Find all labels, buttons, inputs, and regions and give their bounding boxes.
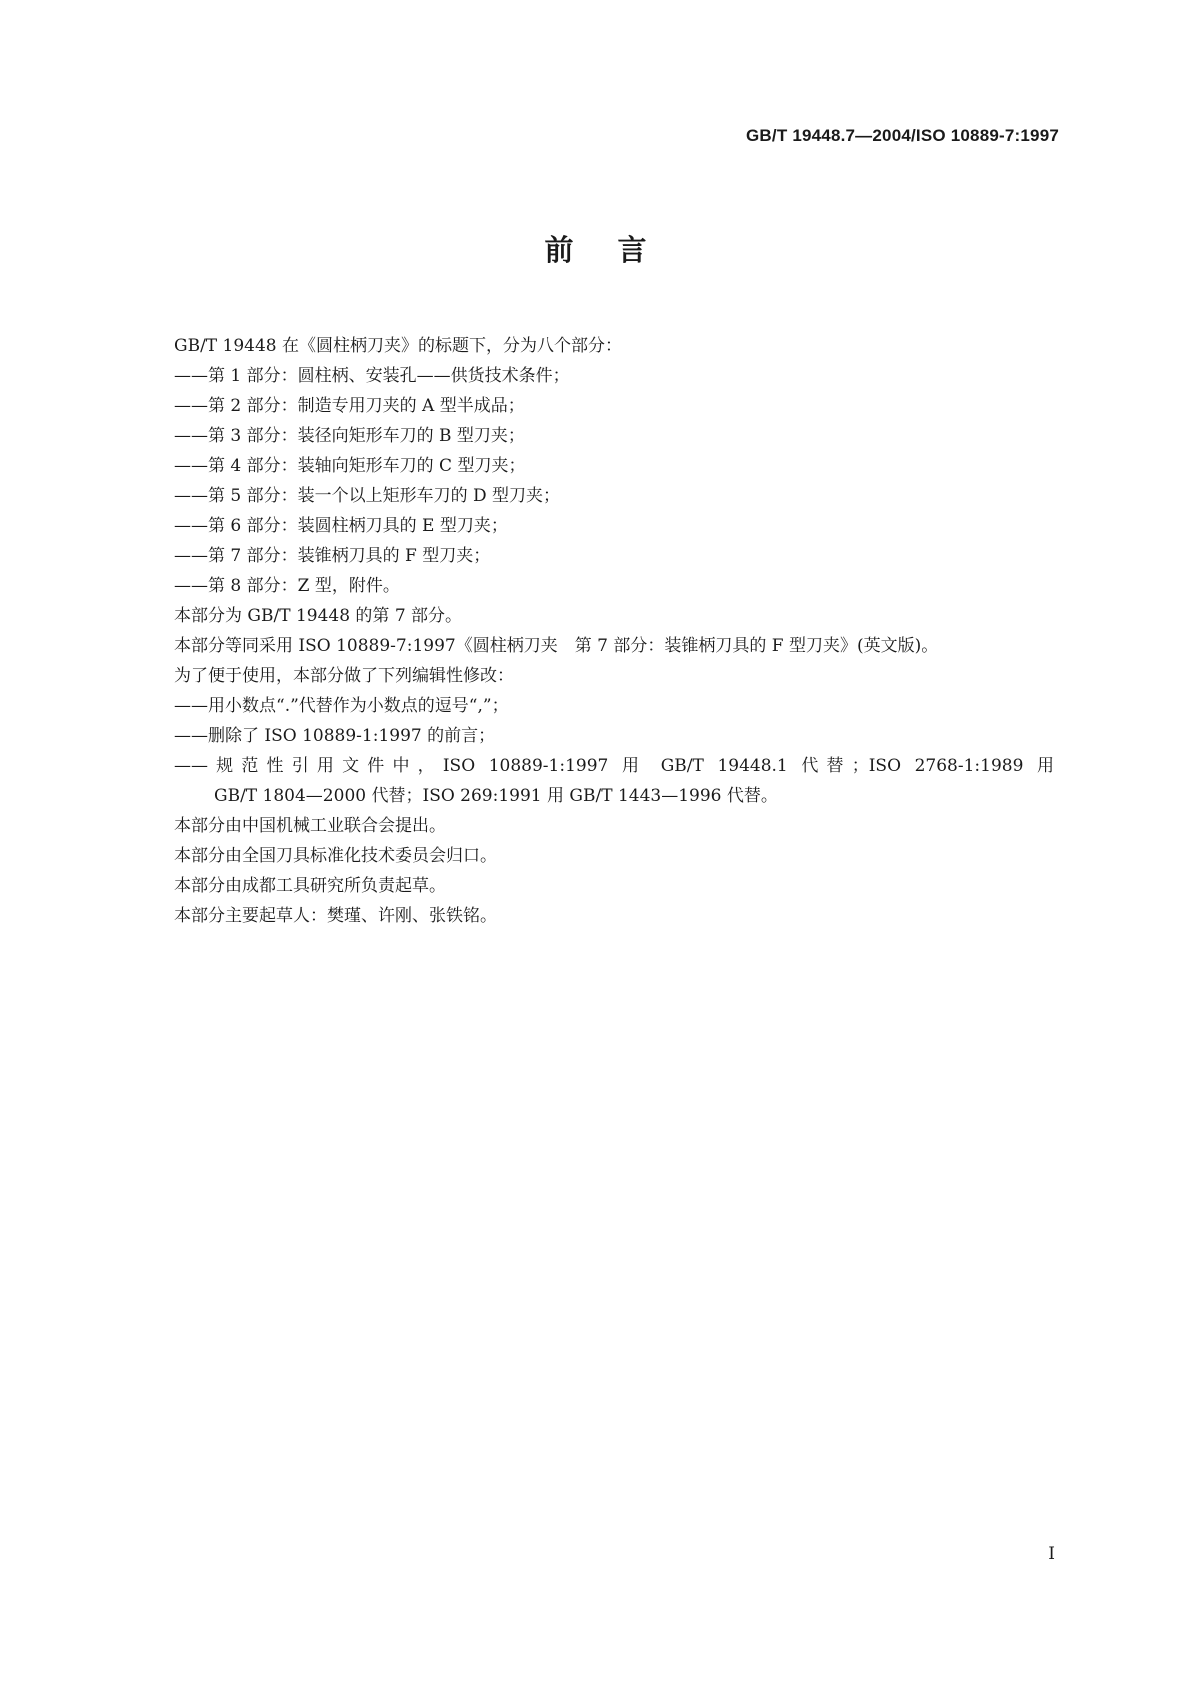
list-item: ——规范性引用文件中，ISO 10889-1:1997 用 GB/T 19448.1 代替；ISO 2768-1:1989 用	[174, 756, 1054, 776]
paragraph-line: 本部分主要起草人：樊瑾、许刚、张铁铭。	[174, 906, 497, 926]
paragraph-line: 为了便于使用，本部分做了下列编辑性修改：	[174, 666, 514, 686]
paragraph-line: 本部分由全国刀具标准化技术委员会归口。	[174, 846, 497, 866]
list-item: ——第 4 部分：装轴向矩形车刀的 C 型刀夹；	[174, 456, 526, 476]
standard-number: GB/T 19448.7—2004/ISO 10889-7:1997	[746, 126, 1059, 145]
paragraph-line: 本部分等同采用 ISO 10889-7:1997《圆柱柄刀夹 第 7 部分：装锥柄刀具的 F 型刀夹》(英文版)。	[174, 636, 939, 656]
list-item: ——用小数点“.”代替作为小数点的逗号“,”；	[174, 696, 509, 716]
paragraph-line: 本部分由中国机械工业联合会提出。	[174, 816, 446, 836]
paragraph-line: GB/T 19448 在《圆柱柄刀夹》的标题下，分为八个部分：	[174, 336, 623, 356]
list-item: ——第 2 部分：制造专用刀夹的 A 型半成品；	[174, 396, 525, 416]
list-item-continuation: GB/T 1804—2000 代替；ISO 269:1991 用 GB/T 1443—1996 代替。	[214, 786, 778, 806]
list-item: ——删除了 ISO 10889-1:1997 的前言；	[174, 726, 496, 746]
page-title: 前言	[544, 233, 691, 267]
list-item: ——第 5 部分：装一个以上矩形车刀的 D 型刀夹；	[174, 486, 561, 506]
list-item: ——第 6 部分：装圆柱柄刀具的 E 型刀夹；	[174, 516, 508, 536]
paragraph-line: 本部分为 GB/T 19448 的第 7 部分。	[174, 606, 463, 626]
list-item: ——第 7 部分：装锥柄刀具的 F 型刀夹；	[174, 546, 491, 566]
list-item: ——第 3 部分：装径向矩形车刀的 B 型刀夹；	[174, 426, 525, 446]
page-number: I	[1048, 1544, 1055, 1564]
list-item: ——第 1 部分：圆柱柄、安装孔——供货技术条件；	[174, 366, 570, 386]
list-item: ——第 8 部分：Z 型，附件。	[174, 576, 400, 596]
paragraph-line: 本部分由成都工具研究所负责起草。	[174, 876, 446, 896]
foreword-body	[174, 331, 1054, 931]
